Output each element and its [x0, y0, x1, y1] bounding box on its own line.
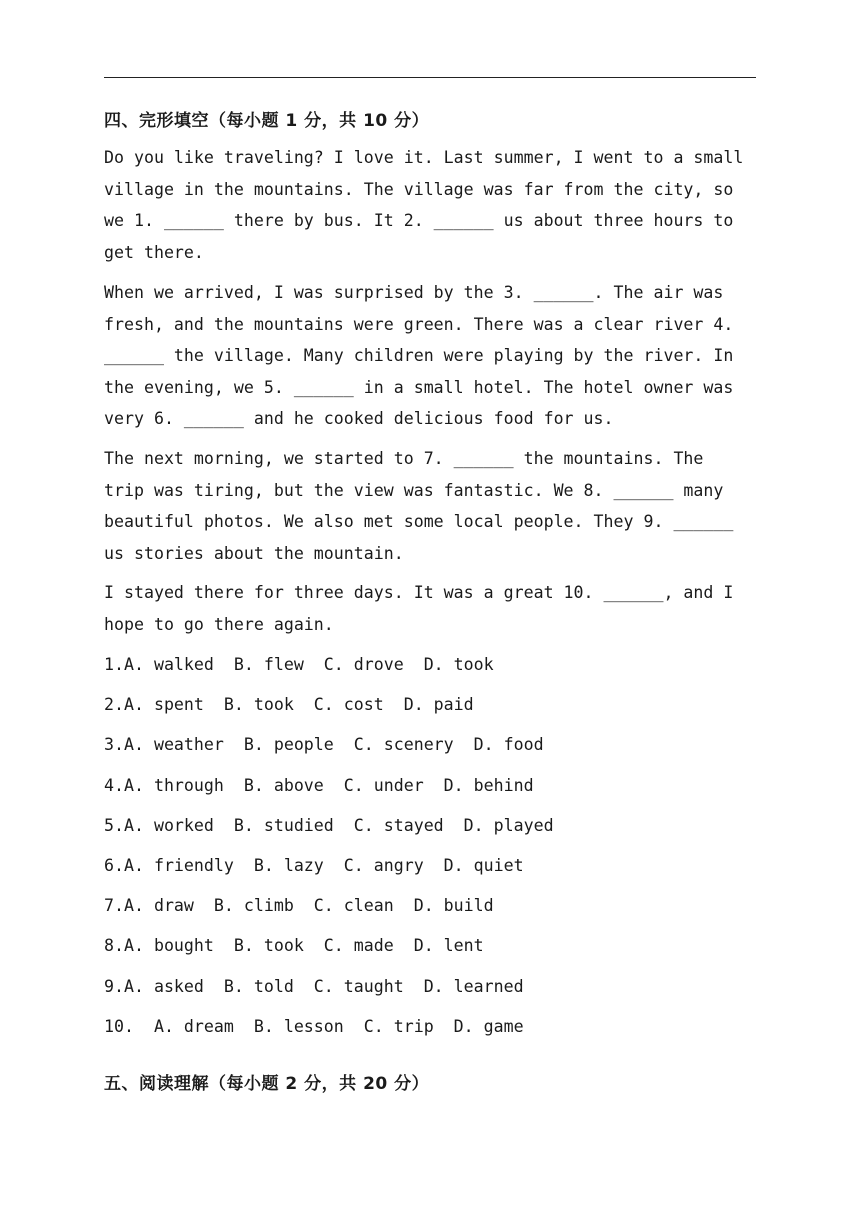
- question-options-6: 6.A. friendly B. lazy C. angry D. quiet: [104, 855, 524, 875]
- passage-paragraph-3: [104, 443, 764, 569]
- question-options-7: 7.A. draw B. climb C. clean D. build: [104, 896, 494, 916]
- passage-line: Do you like traveling? I love it. Last summer, I went to a small: [104, 148, 744, 167]
- passage-line: I stayed there for three days. It was a great 10. ______, and I: [104, 583, 734, 602]
- passage-line: fresh, and the mountains were green. There was a clear river 4.: [104, 314, 734, 334]
- passage-line: beautiful photos. We also met some local people. They 9. ______: [104, 512, 734, 531]
- passage-line: village in the mountains. The village was far from the city, so: [104, 179, 734, 199]
- passage-line: hope to go there again.: [104, 614, 334, 634]
- header-rule: [104, 77, 756, 78]
- passage-paragraph-4: [104, 577, 764, 640]
- section-heading-reading: 五、阅读理解（每小题 2 分，共 20 分）: [104, 1074, 430, 1094]
- passage-paragraph-1: [104, 142, 764, 268]
- passage-line: we 1. ______ there by bus. It 2. ______ us about three hours to: [104, 211, 734, 230]
- passage-line: The next morning, we started to 7. ______ the mountains. The: [104, 449, 704, 468]
- answer-options-list: [104, 649, 764, 1051]
- passage-line: trip was tiring, but the view was fantastic. We 8. ______ many: [104, 480, 724, 500]
- question-options-2: 2.A. spent B. took C. cost D. paid: [104, 695, 474, 715]
- passage-line: ______ the village. Many children were playing by the river. In: [104, 346, 734, 365]
- question-options-3: 3.A. weather B. people C. scenery D. food: [104, 735, 544, 755]
- question-options-9: 9.A. asked B. told C. taught D. learned: [104, 976, 524, 996]
- passage-line: When we arrived, I was surprised by the 3. ______. The air was: [104, 283, 724, 302]
- question-options-4: 4.A. through B. above C. under D. behind: [104, 775, 534, 795]
- passage-line: the evening, we 5. ______ in a small hotel. The hotel owner was: [104, 377, 734, 397]
- question-options-5: 5.A. worked B. studied C. stayed D. played: [104, 815, 554, 835]
- passage-line: very 6. ______ and he cooked delicious food for us.: [104, 409, 614, 428]
- passage-line: get there.: [104, 242, 204, 262]
- passage-line: us stories about the mountain.: [104, 543, 404, 563]
- question-options-1: 1.A. walked B. flew C. drove D. took: [104, 655, 494, 674]
- section-heading-cloze: 四、完形填空（每小题 1 分，共 10 分）: [104, 111, 430, 131]
- question-options-8: 8.A. bought B. took C. made D. lent: [104, 936, 484, 956]
- passage-paragraph-2: [104, 277, 764, 435]
- question-options-10: 10. A. dream B. lesson C. trip D. game: [104, 1016, 524, 1036]
